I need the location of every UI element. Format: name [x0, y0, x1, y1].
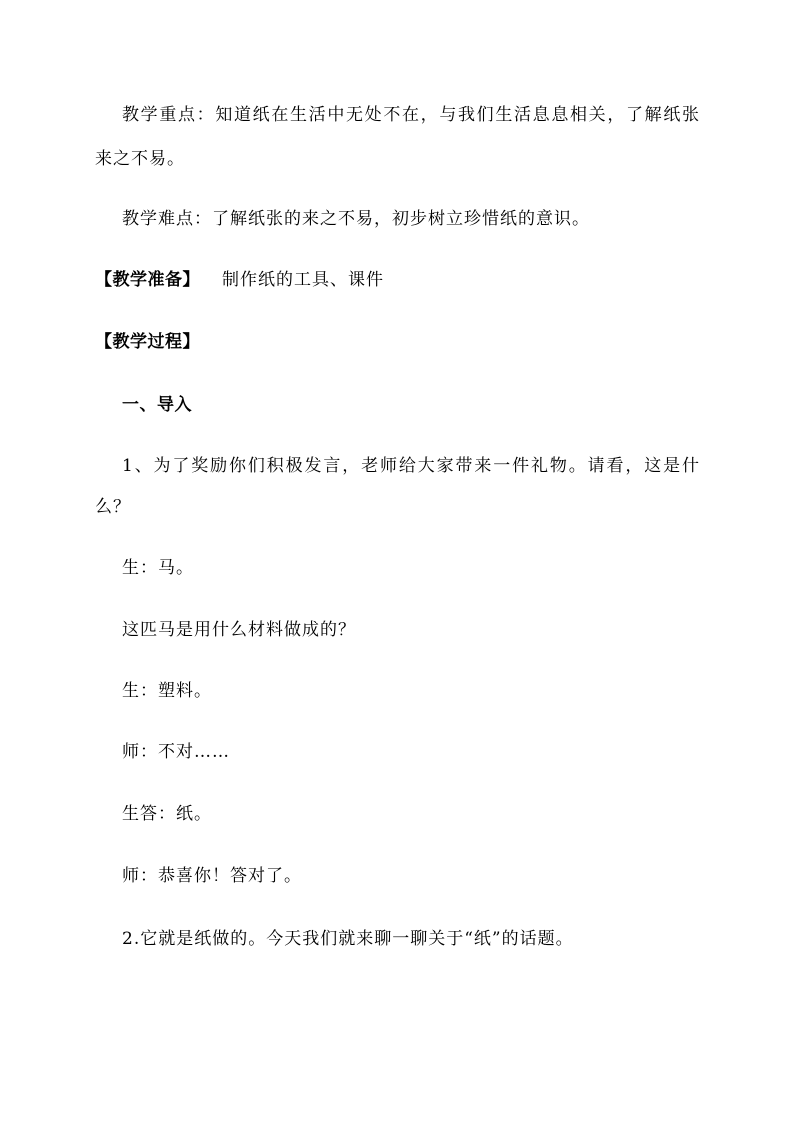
preparation-text: 制作纸的工具、课件 [222, 270, 384, 290]
item-1-line-1: 1、为了奖励你们积极发言，老师给大家带来一件礼物。请看，这是什 [122, 456, 700, 476]
key-point-line-2: 来之不易。 [95, 149, 185, 169]
difficulty-paragraph: 教学难点：了解纸张的来之不易，初步树立珍惜纸的意识。 [122, 209, 590, 229]
preparation-paragraph [95, 269, 384, 291]
teacher-reply-1: 师：不对…… [122, 742, 230, 762]
student-reply-1: 生：马。 [122, 558, 194, 578]
item-1-line-2: 么？ [95, 497, 131, 517]
student-reply-3: 生答：纸。 [122, 804, 212, 824]
section-one-heading: 一、导入 [122, 395, 192, 415]
preparation-label: 【教学准备】 [95, 270, 200, 290]
process-heading: 【教学过程】 [95, 332, 200, 352]
student-reply-2: 生：塑料。 [122, 681, 212, 701]
key-point-line-1: 教学重点：知道纸在生活中无处不在，与我们生活息息相关，了解纸张 [122, 105, 700, 125]
item-2-paragraph: 2.它就是纸做的。今天我们就来聊一聊关于“纸”的话题。 [122, 929, 574, 949]
teacher-question: 这匹马是用什么材料做成的？ [122, 620, 356, 640]
teacher-reply-2: 师：恭喜你！答对了。 [122, 866, 302, 886]
